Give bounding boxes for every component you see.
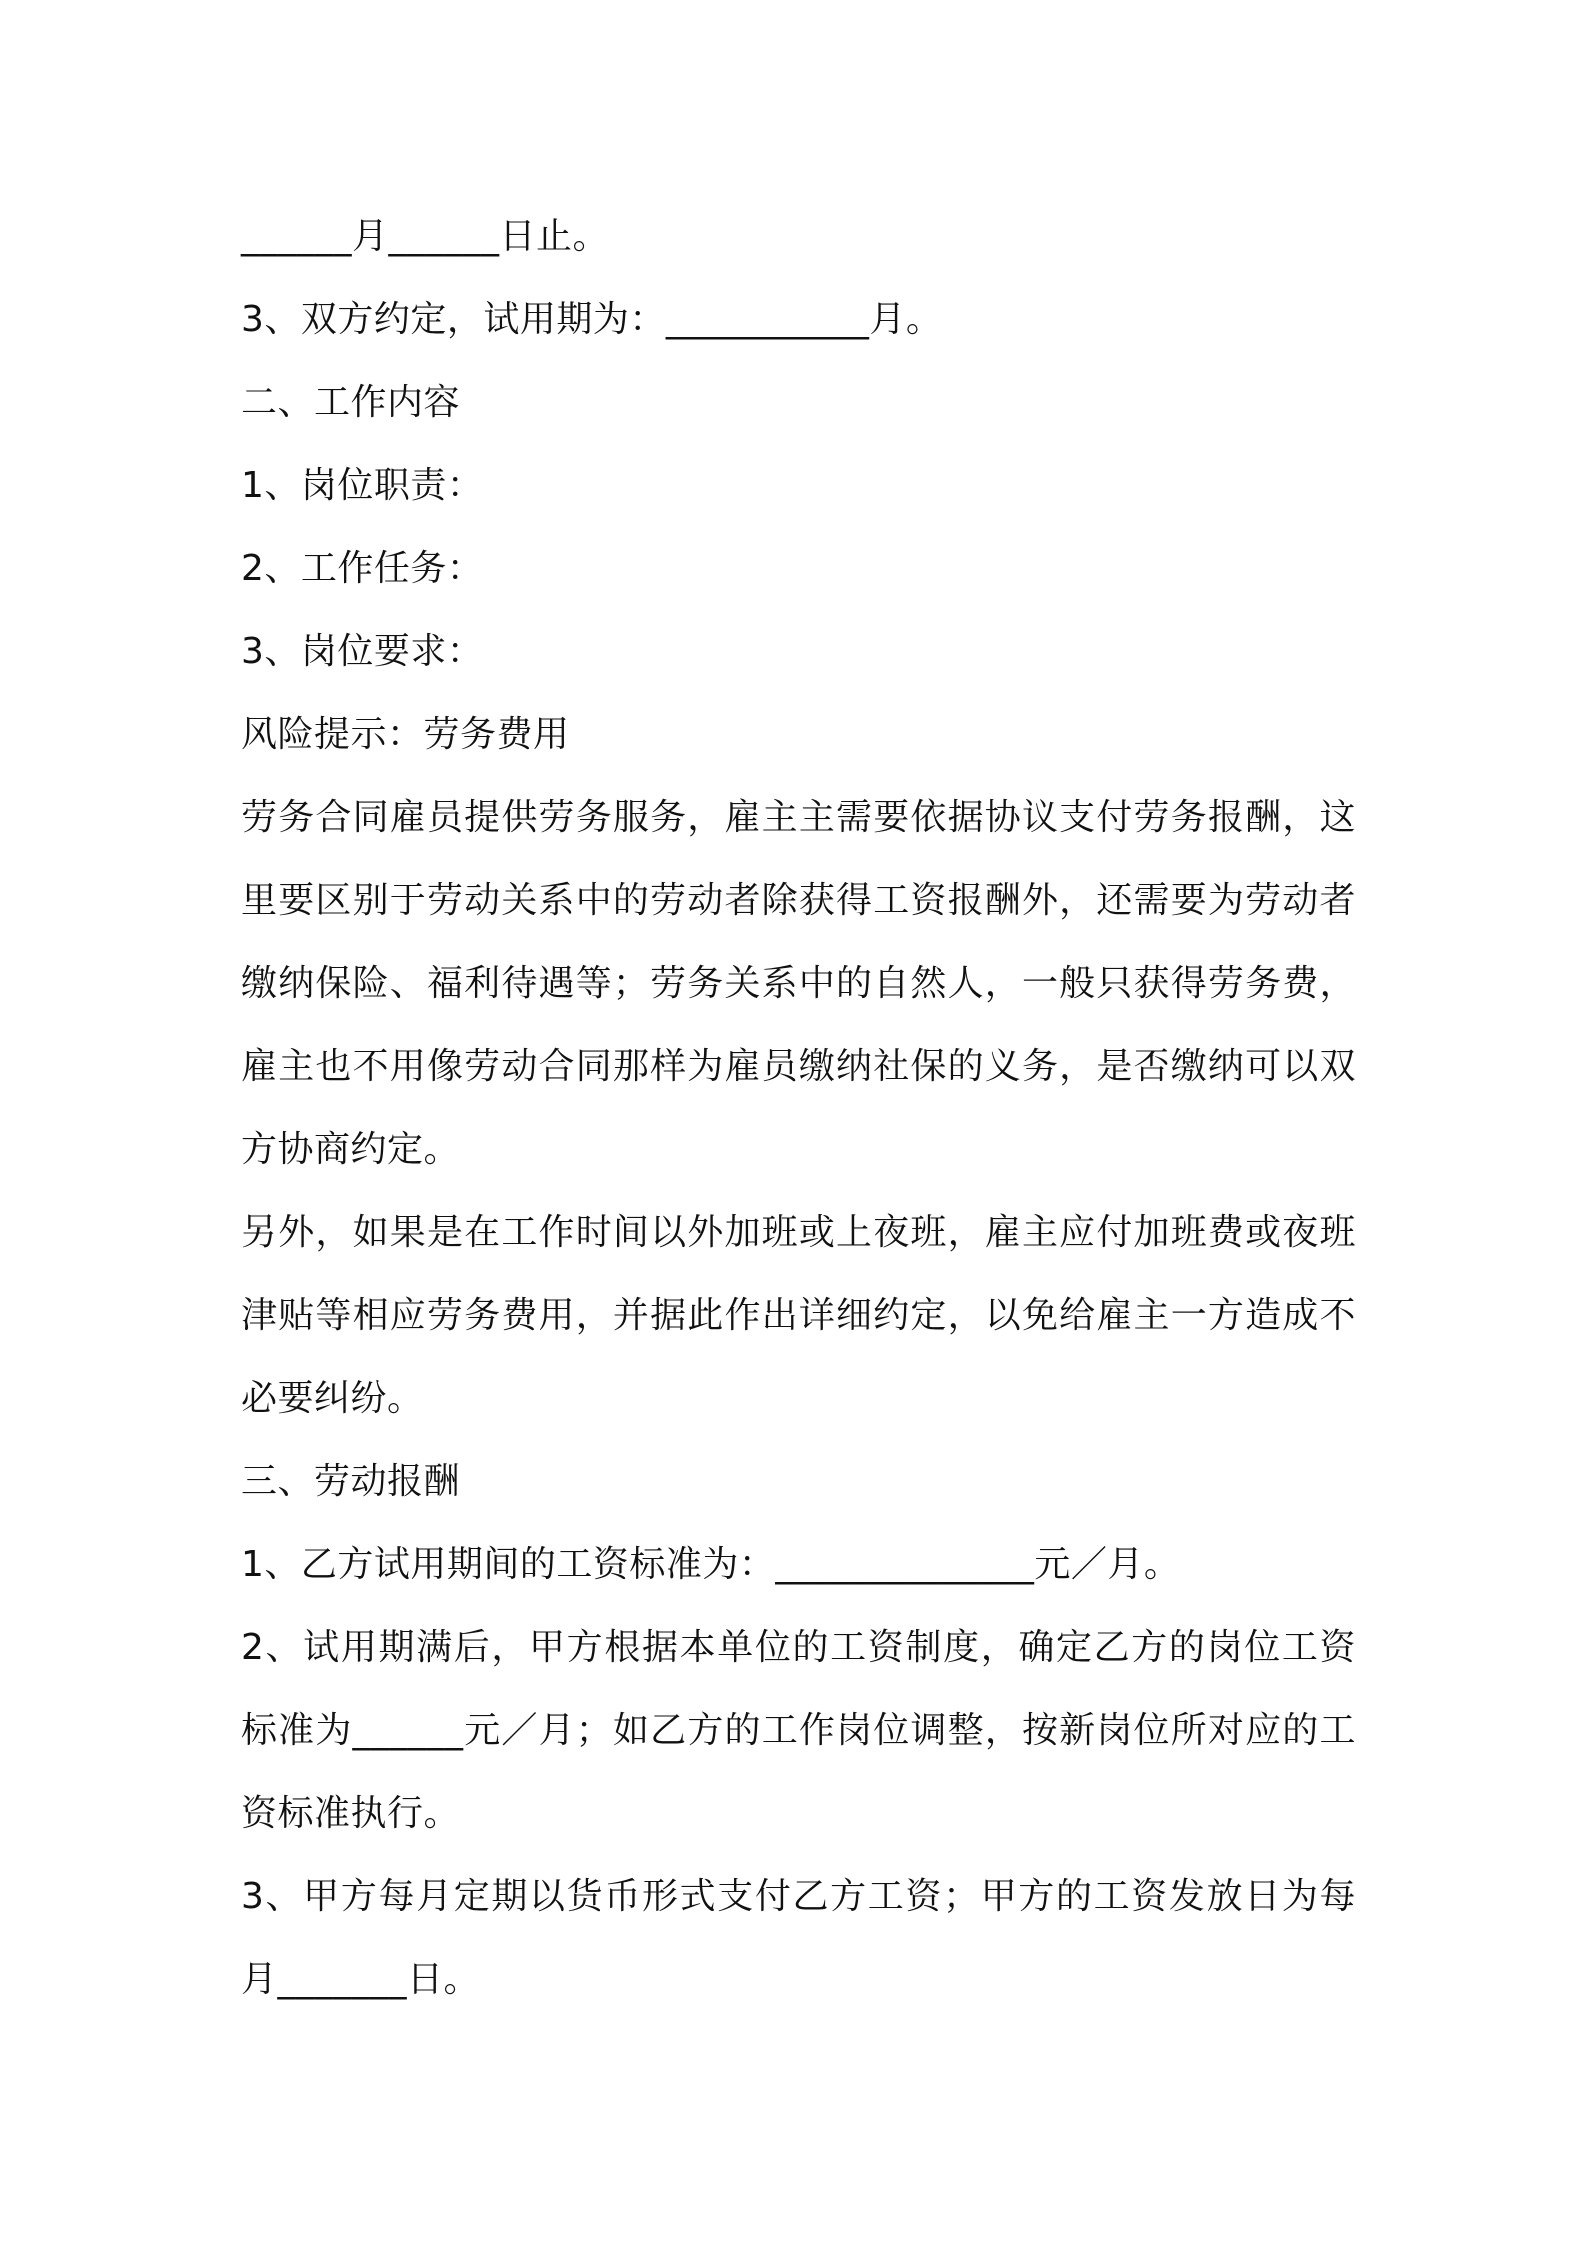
risk-notice-heading: 风险提示：劳务费用: [241, 714, 570, 755]
job-requirements-item: 3、岗位要求：: [241, 631, 484, 672]
risk-notice-paragraph-2: 另外，如果是在工作时间以外加班或上夜班，雇主应付加班费或夜班津贴等相应劳务费用，并据此作出详细约定，以免给雇主一方造成不必要纠纷。: [241, 1212, 1356, 1419]
job-duties-item: 1、岗位职责：: [241, 465, 484, 506]
probation-salary-clause: 1、乙方试用期间的工资标准为：______________元／月。: [241, 1544, 1181, 1585]
section-three-title: 三、劳动报酬: [241, 1461, 461, 1502]
term-end-date-line: ______月______日止。: [241, 216, 610, 257]
document-body: [241, 195, 1356, 2021]
regular-salary-clause: 2、试用期满后，甲方根据本单位的工资制度，确定乙方的岗位工资标准为______元／月；如乙方的工作岗位调整，按新岗位所对应的工资标准执行。: [241, 1627, 1356, 1834]
section-two-title: 二、工作内容: [241, 382, 461, 423]
work-tasks-item: 2、工作任务：: [241, 548, 484, 589]
payday-clause: 3、甲方每月定期以货币形式支付乙方工资；甲方的工资发放日为每月_______日。: [241, 1876, 1356, 2000]
probation-period-clause: 3、双方约定，试用期为：___________月。: [241, 299, 943, 340]
risk-notice-paragraph-1: 劳务合同雇员提供劳务服务，雇主主需要依据协议支付劳务报酬，这里要区别于劳动关系中的劳动者除获得工资报酬外，还需要为劳动者缴纳保险、福利待遇等；劳务关系中的自然人，一般只获得劳务费，雇主也不用像劳动合同那样为雇员缴纳社保的义务，是否缴纳可以双方协商约定。: [241, 797, 1356, 1170]
